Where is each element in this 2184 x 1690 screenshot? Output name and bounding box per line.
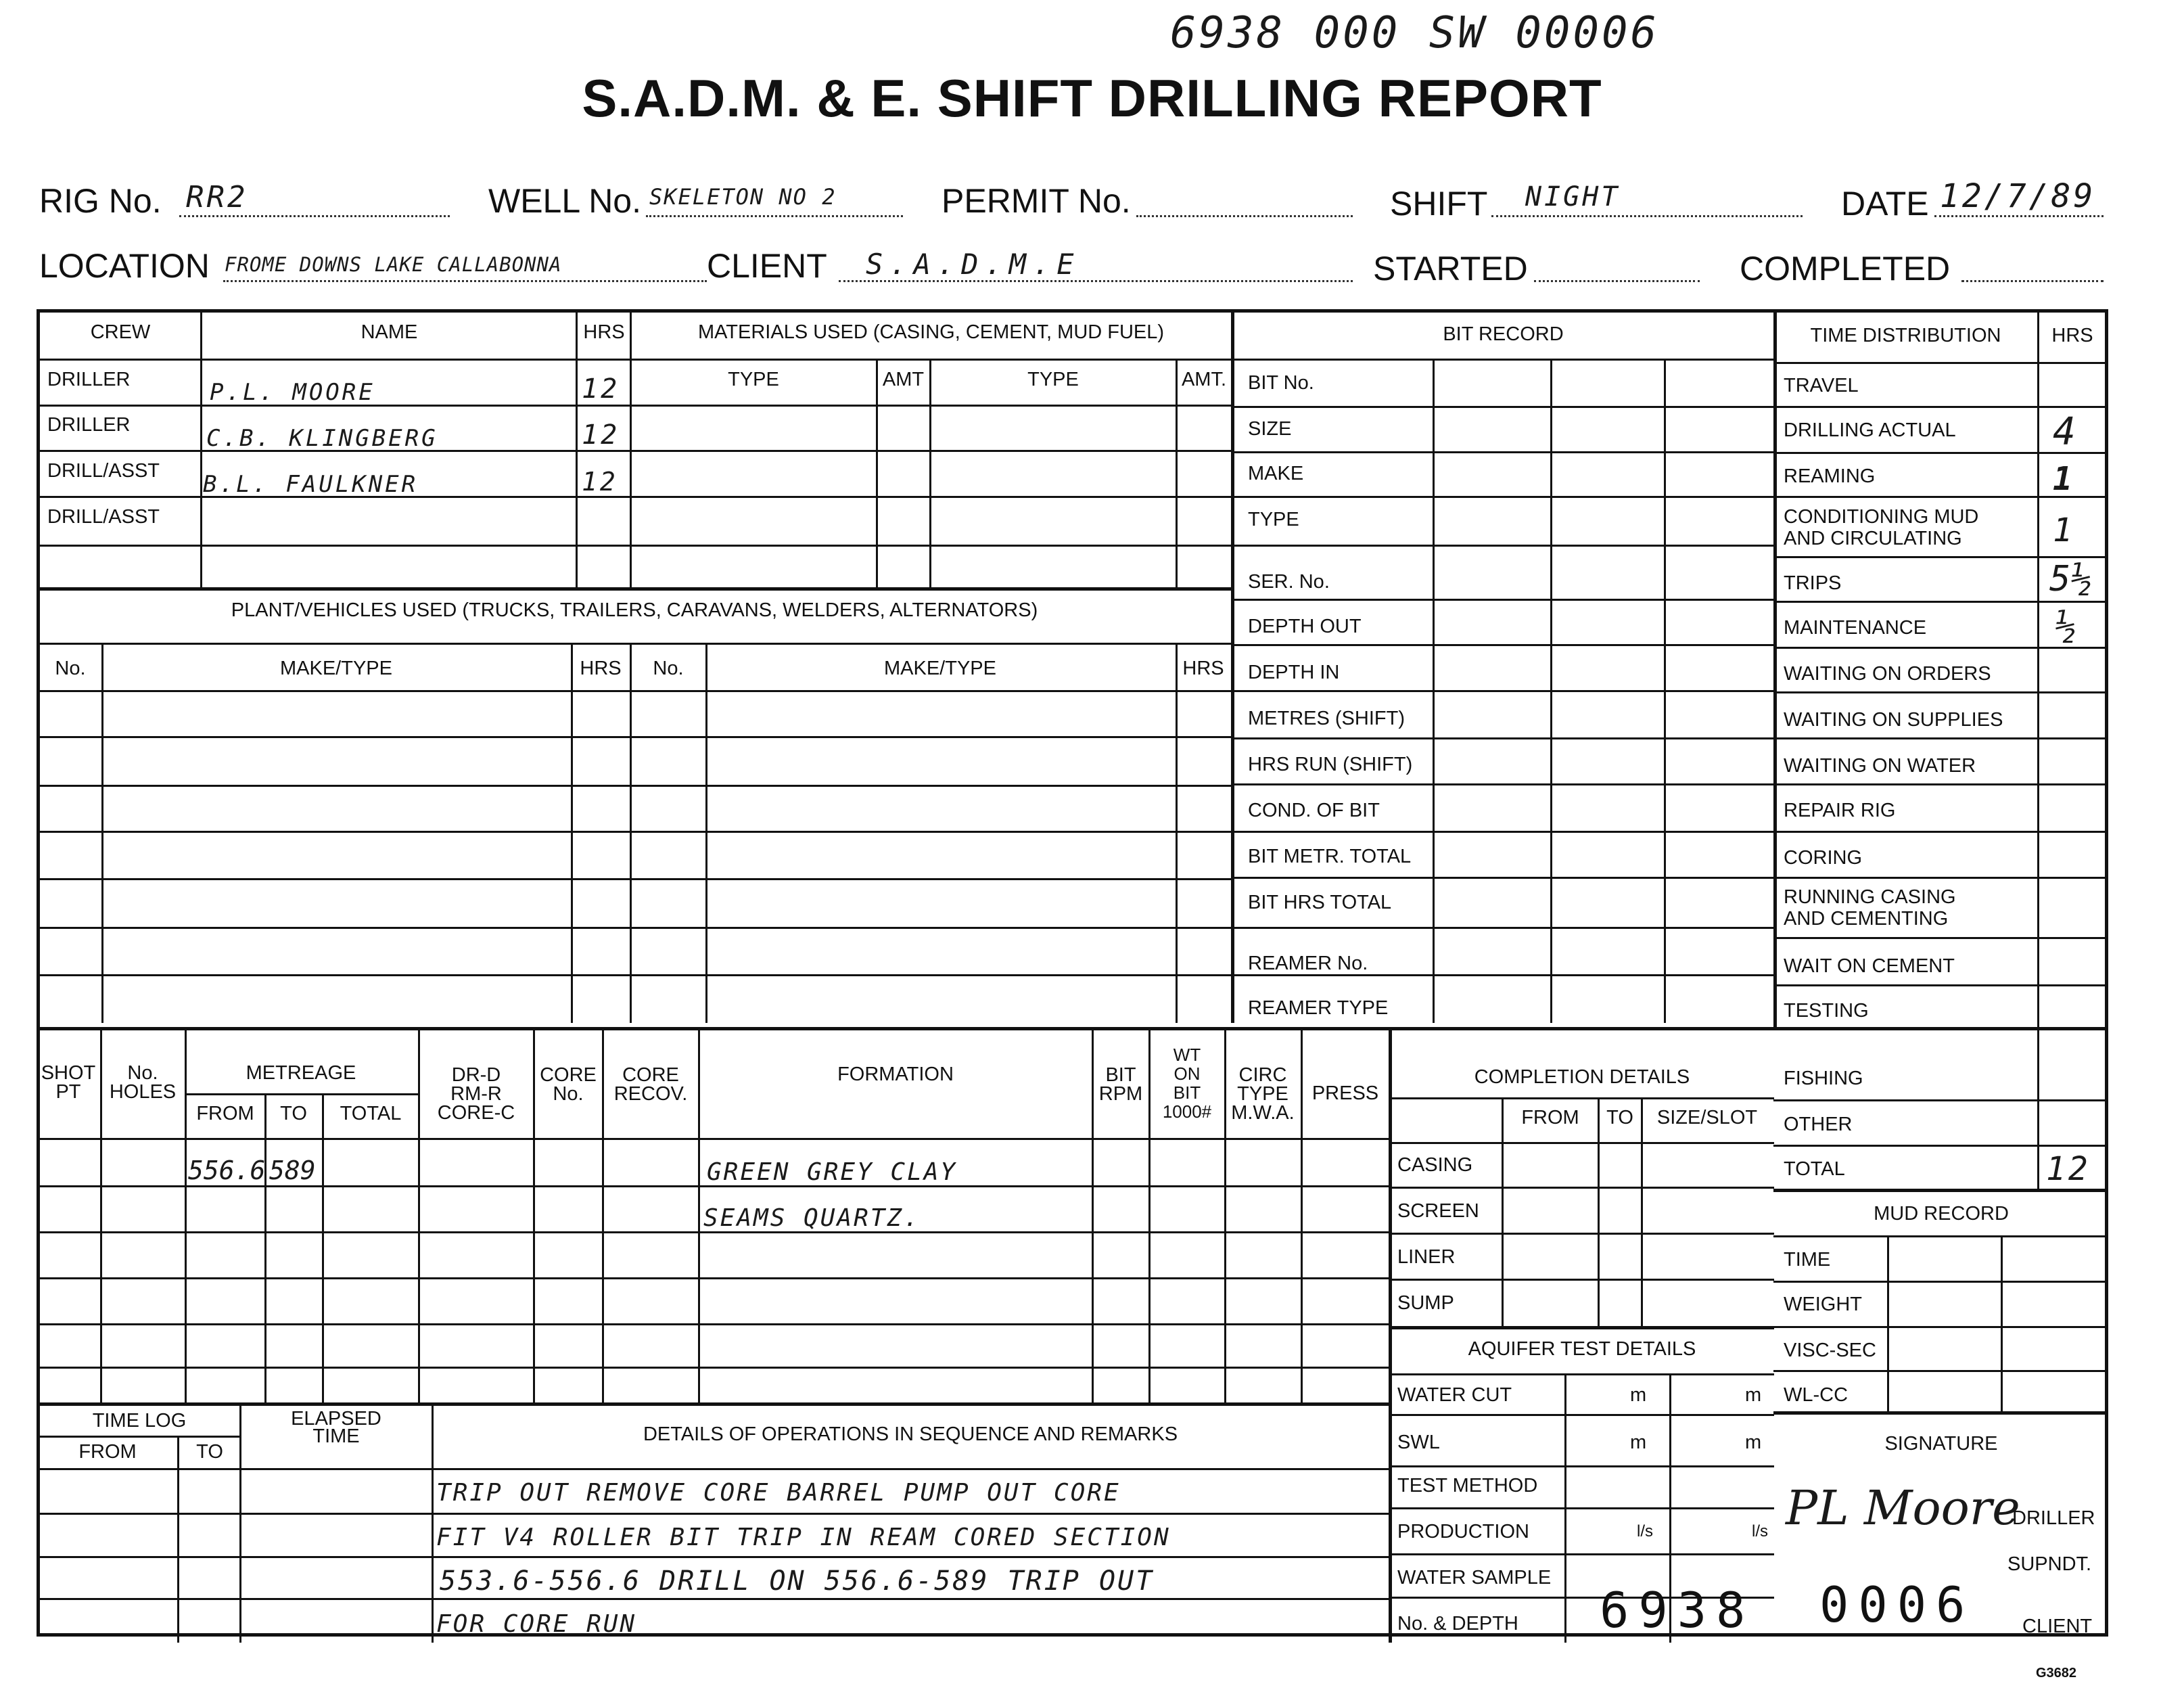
plant-no2-header: No. xyxy=(653,658,684,679)
bit-record-title: BIT RECORD xyxy=(1443,323,1564,345)
wt-on-bit-header: WT ON BIT 1000# xyxy=(1162,1045,1212,1122)
operations-title: DETAILS OF OPERATIONS IN SEQUENCE AND REMARKS xyxy=(643,1423,1178,1445)
td-row-1: TRAVEL xyxy=(1784,375,1859,396)
bit-row-1: BIT No. xyxy=(1248,372,1314,394)
mat-amt2-header: AMT. xyxy=(1181,369,1227,390)
aq-unit-4a: l/s xyxy=(1637,1522,1653,1540)
aq-row-2: SWL xyxy=(1397,1432,1440,1453)
mat-type2-header: TYPE xyxy=(1027,369,1079,390)
comp-from-header: FROM xyxy=(1521,1107,1579,1128)
plant-hrs2-header: HRS xyxy=(1182,658,1224,679)
metreage-to-1: 589 xyxy=(269,1156,316,1185)
started-label: STARTED xyxy=(1373,250,1528,288)
to-header: TO xyxy=(280,1103,307,1124)
crew-name-3: B.L. FAULKNER xyxy=(203,471,419,498)
comp-size-header: SIZE/SLOT xyxy=(1656,1107,1758,1128)
no-holes-header: No. HOLES xyxy=(109,1062,177,1103)
comp-row-4: SUMP xyxy=(1397,1292,1454,1314)
bit-row-14: REAMER TYPE xyxy=(1248,997,1389,1019)
td-row-9: WAITING ON WATER xyxy=(1784,755,1976,777)
time-dist-title: TIME DISTRIBUTION xyxy=(1810,325,2001,346)
plant-hrs-header: HRS xyxy=(580,658,622,679)
metreage-header: METREAGE xyxy=(246,1062,356,1084)
shot-pt-header: SHOT PT xyxy=(41,1062,96,1103)
bit-rpm-header: BIT RPM xyxy=(1098,1064,1143,1105)
well-label: WELL No. xyxy=(488,182,642,220)
plant-make2-header: MAKE/TYPE xyxy=(884,658,996,679)
client-value: S.A.D.M.E xyxy=(866,248,1081,281)
client-sig-label: CLIENT xyxy=(2022,1616,2093,1637)
aq-row-5: WATER SAMPLE xyxy=(1397,1567,1552,1589)
form-number: G3682 xyxy=(2036,1666,2077,1681)
client-label: CLIENT xyxy=(707,247,827,285)
metreage-from-1: 556.6 xyxy=(188,1156,266,1185)
bit-row-6: DEPTH OUT xyxy=(1248,616,1362,637)
mud-row-2: WEIGHT xyxy=(1784,1294,1862,1315)
bit-row-2: SIZE xyxy=(1248,418,1292,440)
aq-unit-1a: m xyxy=(1630,1384,1647,1406)
bit-row-8: METRES (SHIFT) xyxy=(1248,708,1405,729)
comp-row-2: SCREEN xyxy=(1397,1200,1479,1222)
bit-row-11: BIT METR. TOTAL xyxy=(1248,846,1412,867)
signature-title: SIGNATURE xyxy=(1884,1433,1998,1455)
td-row-3: REAMING xyxy=(1784,465,1876,487)
bit-row-10: COND. OF BIT xyxy=(1248,800,1380,821)
stamp-number-a: 6938 xyxy=(1600,1582,1755,1639)
operations-line-1: TRIP OUT REMOVE CORE BARREL PUMP OUT CORE xyxy=(436,1479,1121,1507)
tl-to-header: TO xyxy=(196,1441,223,1463)
shift-value: NIGHT xyxy=(1525,181,1621,212)
time-log-title: TIME LOG xyxy=(92,1410,187,1432)
mat-amt-header: AMT xyxy=(882,369,925,390)
bit-row-12: BIT HRS TOTAL xyxy=(1248,892,1392,913)
shift-label: SHIFT xyxy=(1390,185,1488,223)
aq-row-1: WATER CUT xyxy=(1397,1384,1512,1406)
td-hrs-3: 1 xyxy=(2053,460,2075,498)
bit-row-3: MAKE xyxy=(1248,463,1304,484)
crew-name-2: C.B. KLINGBERG xyxy=(206,425,438,452)
completed-field[interactable] xyxy=(1961,248,2104,282)
operations-line-4: FOR CORE RUN xyxy=(436,1610,637,1638)
plant-no-header: No. xyxy=(55,658,86,679)
permit-label: PERMIT No. xyxy=(942,182,1131,220)
td-row-8: WAITING ON SUPPLIES xyxy=(1784,709,2003,731)
crew-hrs-1: 12 xyxy=(582,373,620,405)
operations-line-3: 553.6-556.6 DRILL ON 556.6-589 TRIP OUT xyxy=(440,1566,1155,1597)
td-hrs-6: ½ xyxy=(2055,606,2079,647)
formation-1: GREEN GREY CLAY xyxy=(707,1158,958,1186)
aq-row-4: PRODUCTION xyxy=(1397,1521,1529,1543)
crew-hrs-3: 12 xyxy=(582,467,618,497)
mud-record-title: MUD RECORD xyxy=(1874,1203,2009,1225)
td-row-17: TOTAL xyxy=(1784,1158,1845,1180)
supndt-label: SUPNDT. xyxy=(2007,1553,2092,1575)
date-value: 12/7/89 xyxy=(1940,177,2096,215)
mud-row-4: WL-CC xyxy=(1784,1384,1849,1406)
comp-row-1: CASING xyxy=(1397,1154,1473,1176)
aq-row-6: No. & DEPTH xyxy=(1397,1613,1518,1635)
aquifer-title: AQUIFER TEST DETAILS xyxy=(1468,1338,1696,1360)
td-row-2: DRILLING ACTUAL xyxy=(1784,419,1956,441)
td-row-14: TESTING xyxy=(1784,1000,1869,1022)
bit-row-5: SER. No. xyxy=(1248,571,1330,593)
rig-value: RR2 xyxy=(186,180,248,214)
circ-type-header: CIRC TYPE M.W.A. xyxy=(1231,1064,1295,1124)
mud-row-3: VISC-SEC xyxy=(1784,1340,1876,1361)
drd-header: DR-D RM-R CORE-C xyxy=(437,1064,515,1124)
plant-make-header: MAKE/TYPE xyxy=(280,658,392,679)
aq-unit-2a: m xyxy=(1630,1432,1647,1453)
rig-label: RIG No. xyxy=(39,182,162,220)
td-hrs-17: 12 xyxy=(2046,1150,2091,1188)
td-hrs-4: 1 xyxy=(2053,511,2075,549)
tl-from-header: FROM xyxy=(78,1441,137,1463)
press-header: PRESS xyxy=(1311,1082,1379,1104)
crew-name-1: P.L. MOORE xyxy=(210,379,375,406)
bit-row-13: REAMER No. xyxy=(1248,953,1368,974)
driller-signature[interactable]: PL Moore xyxy=(1786,1480,2020,1536)
td-row-16: OTHER xyxy=(1784,1114,1853,1135)
completed-label: COMPLETED xyxy=(1740,250,1951,288)
location-label: LOCATION xyxy=(39,247,210,285)
location-value: FROME DOWNS LAKE CALLABONNA xyxy=(225,253,562,276)
td-hrs-5: 5½ xyxy=(2049,559,2092,599)
td-row-12: RUNNING CASING AND CEMENTING xyxy=(1784,886,1956,930)
td-row-5: TRIPS xyxy=(1784,572,1842,594)
crew-role-1: DRILLER xyxy=(47,369,131,390)
name-header: NAME xyxy=(361,321,418,343)
materials-title: MATERIALS USED (CASING, CEMENT, MUD FUEL) xyxy=(697,321,1165,343)
aq-unit-2b: m xyxy=(1745,1432,1762,1453)
permit-field[interactable] xyxy=(1136,183,1353,217)
crew-hrs-2: 12 xyxy=(582,419,620,451)
from-header: FROM xyxy=(196,1103,254,1124)
operations-line-2: FIT V4 ROLLER BIT TRIP IN REAM CORED SECTION xyxy=(436,1524,1171,1551)
completion-title: COMPLETION DETAILS xyxy=(1474,1066,1690,1088)
aq-unit-1b: m xyxy=(1745,1384,1762,1406)
td-row-4: CONDITIONING MUD AND CIRCULATING xyxy=(1784,506,1979,549)
crew-role-3: DRILL/ASST xyxy=(47,460,160,482)
plant-title: PLANT/VEHICLES USED (TRUCKS, TRAILERS, CARAVANS, WELDERS, ALTERNATORS) xyxy=(231,599,1038,621)
document-id: 6938 000 SW 00006 xyxy=(1170,8,1660,58)
crew-hrs-header: HRS xyxy=(583,321,625,343)
aq-unit-4b: l/s xyxy=(1752,1522,1768,1540)
bit-row-9: HRS RUN (SHIFT) xyxy=(1248,754,1413,775)
core-recov-header: CORE RECOV. xyxy=(613,1064,688,1105)
crew-header: CREW xyxy=(90,321,151,343)
td-row-6: MAINTENANCE xyxy=(1784,617,1927,639)
td-hrs-2: 4 xyxy=(2053,410,2078,454)
started-field[interactable] xyxy=(1534,248,1700,282)
td-row-7: WAITING ON ORDERS xyxy=(1784,663,1991,685)
td-row-15: FISHING xyxy=(1784,1068,1863,1089)
time-dist-hrs-header: HRS xyxy=(2051,325,2093,346)
comp-to-header: TO xyxy=(1606,1107,1633,1128)
td-row-11: CORING xyxy=(1784,847,1862,869)
aq-row-3: TEST METHOD xyxy=(1397,1475,1538,1497)
total-header: TOTAL xyxy=(340,1103,402,1124)
bit-row-4: TYPE xyxy=(1248,509,1299,530)
comp-row-3: LINER xyxy=(1397,1246,1456,1268)
driller-label: DRILLER xyxy=(2012,1507,2095,1529)
td-row-10: REPAIR RIG xyxy=(1784,800,1896,821)
mat-type-header: TYPE xyxy=(728,369,779,390)
formation-2: SEAMS QUARTZ. xyxy=(703,1204,921,1232)
bit-row-7: DEPTH IN xyxy=(1248,662,1340,683)
stamp-number-b: 0006 xyxy=(1819,1576,1975,1633)
crew-role-2: DRILLER xyxy=(47,414,131,436)
formation-header: FORMATION xyxy=(837,1064,954,1085)
page-title: S.A.D.M. & E. SHIFT DRILLING REPORT xyxy=(582,68,1602,128)
date-label: DATE xyxy=(1841,185,1929,223)
elapsed-header: ELAPSED TIME xyxy=(291,1408,381,1447)
mud-row-1: TIME xyxy=(1784,1249,1831,1271)
crew-role-4: DRILL/ASST xyxy=(47,506,160,528)
core-no-header: CORE No. xyxy=(540,1064,597,1105)
well-value: SKELETON NO 2 xyxy=(649,184,837,210)
td-row-13: WAIT ON CEMENT xyxy=(1784,955,1955,977)
